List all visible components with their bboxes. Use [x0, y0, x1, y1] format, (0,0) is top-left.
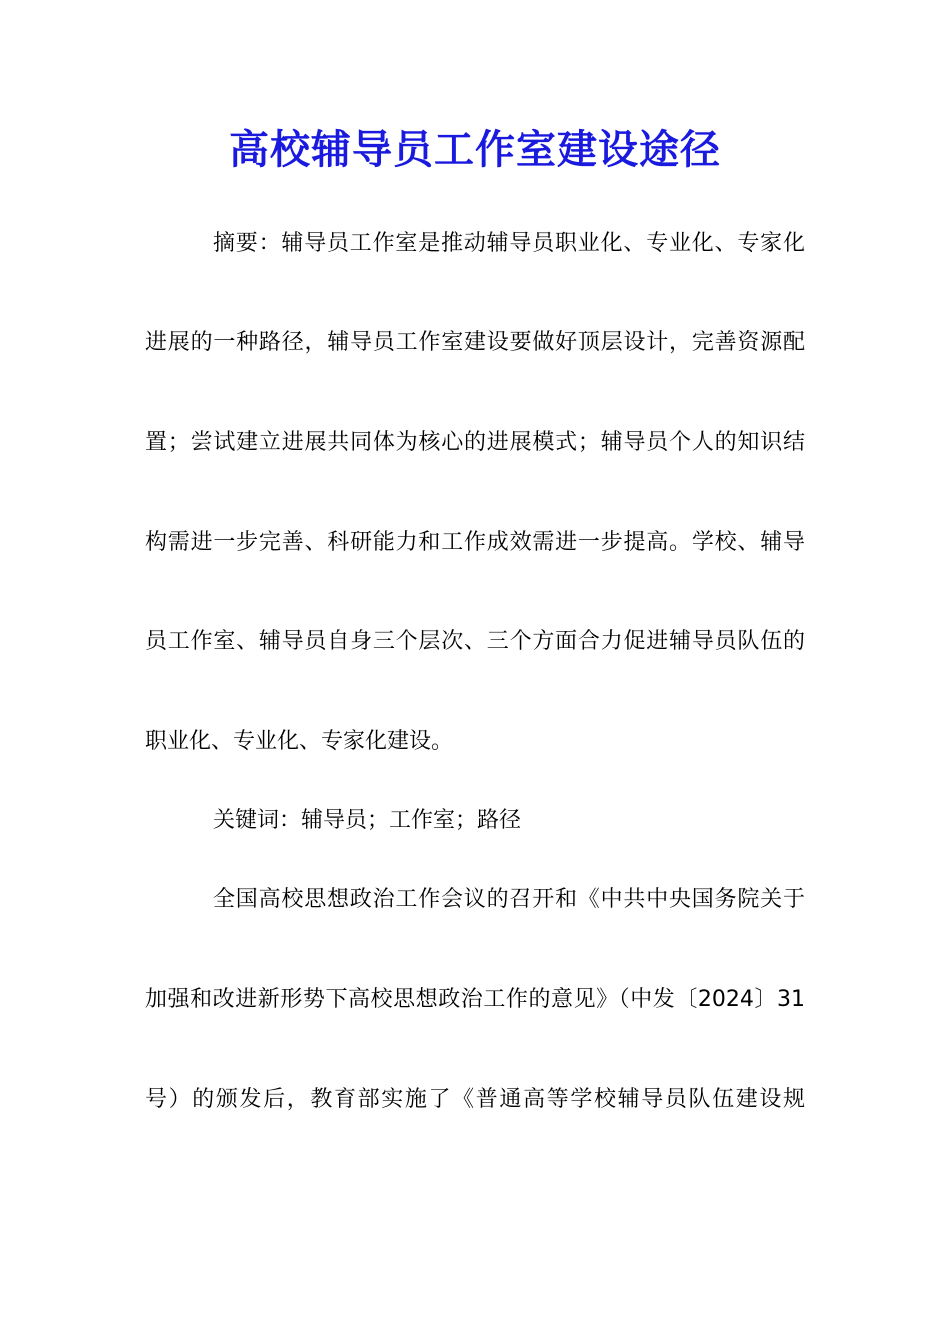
body-line: 全国高校思想政治工作会议的召开和《中共中央国务院关于 — [213, 887, 805, 912]
abstract-line: 构需进一步完善、科研能力和工作成效需进一步提高。学校、辅导 — [145, 530, 805, 555]
keywords-line: 关键词：辅导员；工作室；路径 — [213, 808, 522, 833]
abstract-line: 进展的一种路径，辅导员工作室建设要做好顶层设计，完善资源配 — [145, 330, 805, 355]
document-title: 高校辅导员工作室建设途径 — [229, 126, 721, 173]
body-line: 加强和改进新形势下高校思想政治工作的意见》（中发〔2024〕31 — [145, 987, 805, 1012]
body-line: 号）的颁发后，教育部实施了《普通高等学校辅导员队伍建设规 — [145, 1087, 805, 1112]
abstract-line: 员工作室、辅导员自身三个层次、三个方面合力促进辅导员队伍的 — [145, 629, 805, 654]
abstract-line: 职业化、专业化、专家化建设。 — [145, 729, 454, 754]
abstract-line: 置；尝试建立进展共同体为核心的进展模式；辅导员个人的知识结 — [145, 430, 805, 455]
abstract-line: 摘要：辅导员工作室是推动辅导员职业化、专业化、专家化 — [213, 231, 805, 256]
